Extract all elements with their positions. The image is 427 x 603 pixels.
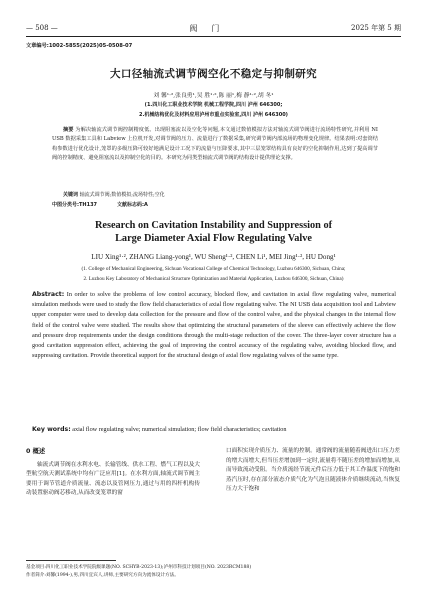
english-keywords-text: axial flow regulating valve; numerical simulation; flow field characteristics; cavitation bbox=[72, 426, 287, 433]
section-heading: 0 概述 bbox=[26, 448, 46, 455]
english-abstract-label: Abstract: bbox=[32, 291, 65, 298]
document-code: 文献标志码:A bbox=[117, 202, 148, 208]
funding-footnote: 基金项目:四川化工职业技术学院院级课题(NO. SCHYB-2023-13);泸州市科技计划项目(NO. 2023RCM188) bbox=[26, 565, 252, 570]
author-footnote: 作者简介:刘馨(1994-),男,四川宜宾人,讲师,主要研究方向为流体设计方法。 bbox=[26, 573, 179, 578]
issue-number: 2025 年第 5 期 bbox=[351, 24, 401, 32]
chinese-affiliation-1: (1.四川化工职业技术学院 机械工程学院,四川 泸州 646300; bbox=[144, 102, 283, 108]
chinese-abstract bbox=[52, 126, 378, 164]
chinese-abstract-text: 为解决轴流式调节阀控制精度低、出现阻塞流以及空化等问题,本文通过数值模拟方法对轴流式调节阀进行流场特性研究,并利用 NI USB 数据采集工具和 Labview 上位机开发,对调节阀的压力、流量进行了数据采集,研究调节阀内部流场的物理变化规律。结果表明:对套筒结构参数进行优化设计,笼罩的多级压降可较好地满足设计工况下的流量与压降要求,其中三层笼罩结构具有良好的空化抑制作用,达到了提高调节阀的控制精度、避免阻塞流以及抑制空化的目的。本研究为同类型轴流式调节阀的结构设计提供理论支撑。 bbox=[52, 127, 378, 162]
body-column-right bbox=[226, 447, 400, 495]
chinese-authors: 刘 馨¹·²,张良勇¹,吴 胜¹·²,陈 丽¹,梅 静¹·²,胡 冬¹ bbox=[153, 93, 274, 99]
page-number: — 508 — bbox=[26, 24, 58, 32]
chinese-keywords-label: 关键词 bbox=[63, 192, 79, 198]
article-number: 文章编号:1002-5855(2025)05-0508-07 bbox=[26, 43, 133, 49]
english-abstract bbox=[32, 290, 396, 361]
journal-name: 阀门 bbox=[189, 23, 234, 33]
english-keywords bbox=[32, 426, 396, 433]
english-affiliation-1: (1. College of Mechanical Engineering, Sichuan Vocational College of Chemical Technology, Luzhou 646300, Sichuan, China; bbox=[81, 266, 346, 272]
chinese-title: 大口径轴流式调节阀空化不稳定与抑制研究 bbox=[109, 68, 318, 80]
chinese-keywords-text: 轴流式调节阀;数值模拟;流场特性;空化 bbox=[79, 192, 165, 198]
footnote-rule bbox=[26, 560, 116, 561]
body-paragraph-left: 轴流式调节阀在水利水电、长输管线、供水工程、燃气工程以及大型航空航天测试系统中均有广泛应用[1]。在水利方面,轴流式调节阀主要用于调节管道介质流量、流态以及管网压力,通过与用的四杆机构传动装置驱动阀芯移动,从而改变笼罩的窗 bbox=[26, 461, 200, 497]
english-affiliation-2: 2. Luzhou Key Laboratory of Mechanical Structure Optimization and Material Application, Luzhou 646300, Sichuan, China) bbox=[83, 276, 344, 282]
header-rule bbox=[26, 36, 401, 37]
chinese-keywords bbox=[63, 191, 165, 198]
english-authors: LIU Xing¹·², ZHANG Liang-yong¹, WU Sheng¹·², CHEN Li¹, MEI Jing¹·², HU Dong¹ bbox=[91, 253, 336, 261]
english-keywords-label: Key words: bbox=[32, 426, 71, 433]
clc-number: 中图分类号:TH137 bbox=[52, 202, 98, 208]
chinese-affiliation-2: 2.机械结构优化及材料应用泸州市重点实验室,四川 泸州 646300) bbox=[139, 112, 288, 118]
running-header bbox=[26, 21, 401, 35]
english-title-line-1: Research on Cavitation Instability and Suppression of bbox=[94, 220, 333, 231]
body-column-left bbox=[26, 447, 200, 499]
body-paragraph-right: 口面积实现介质压力、流量的控制。通常阀的流量随着阀进出口压力差的增大而增大,但当压差增加到一定时,流量将不随压差的增加而增加,从而导致流动受阻。当介质流经节流元件后压力低于其工作温度下的饱和蒸汽压时,存在部分液态介质气化为气泡且随液体介质继续流动,当恢复压力大于饱和 bbox=[226, 448, 400, 493]
english-title bbox=[0, 219, 427, 245]
english-abstract-text: In order to solve the problems of low control accuracy, blocked flow, and cavitation in axial flow regulating valve, numerical simulation methods were used to study the flow field characteristics of axial flow regulating valve. The NI USB data acquisition tool and Labview upper computer were used to develop data collection for the pressure and flow of the control valve, and the physical changes in the internal flow field of the control valve were studied. The results show that optimizing the structural parameters of the sleeve can effectively achieve the flow and pressure drop requirements under the design conditions through the multi-stage reduction of the cover. The three-layer cover structure has a good cavitation suppression effect, achieving the goal of improving the control accuracy of the regulating valve, avoiding blocked flow, and suppressing cavitation. Provide theoretical support for the structural design of axial flow regulating valves of the same type. bbox=[32, 291, 397, 360]
classification-line bbox=[52, 201, 378, 208]
english-title-line-2: Large Diameter Axial Flow Regulating Valve bbox=[115, 233, 312, 244]
chinese-abstract-label: 摘要 bbox=[63, 127, 74, 133]
